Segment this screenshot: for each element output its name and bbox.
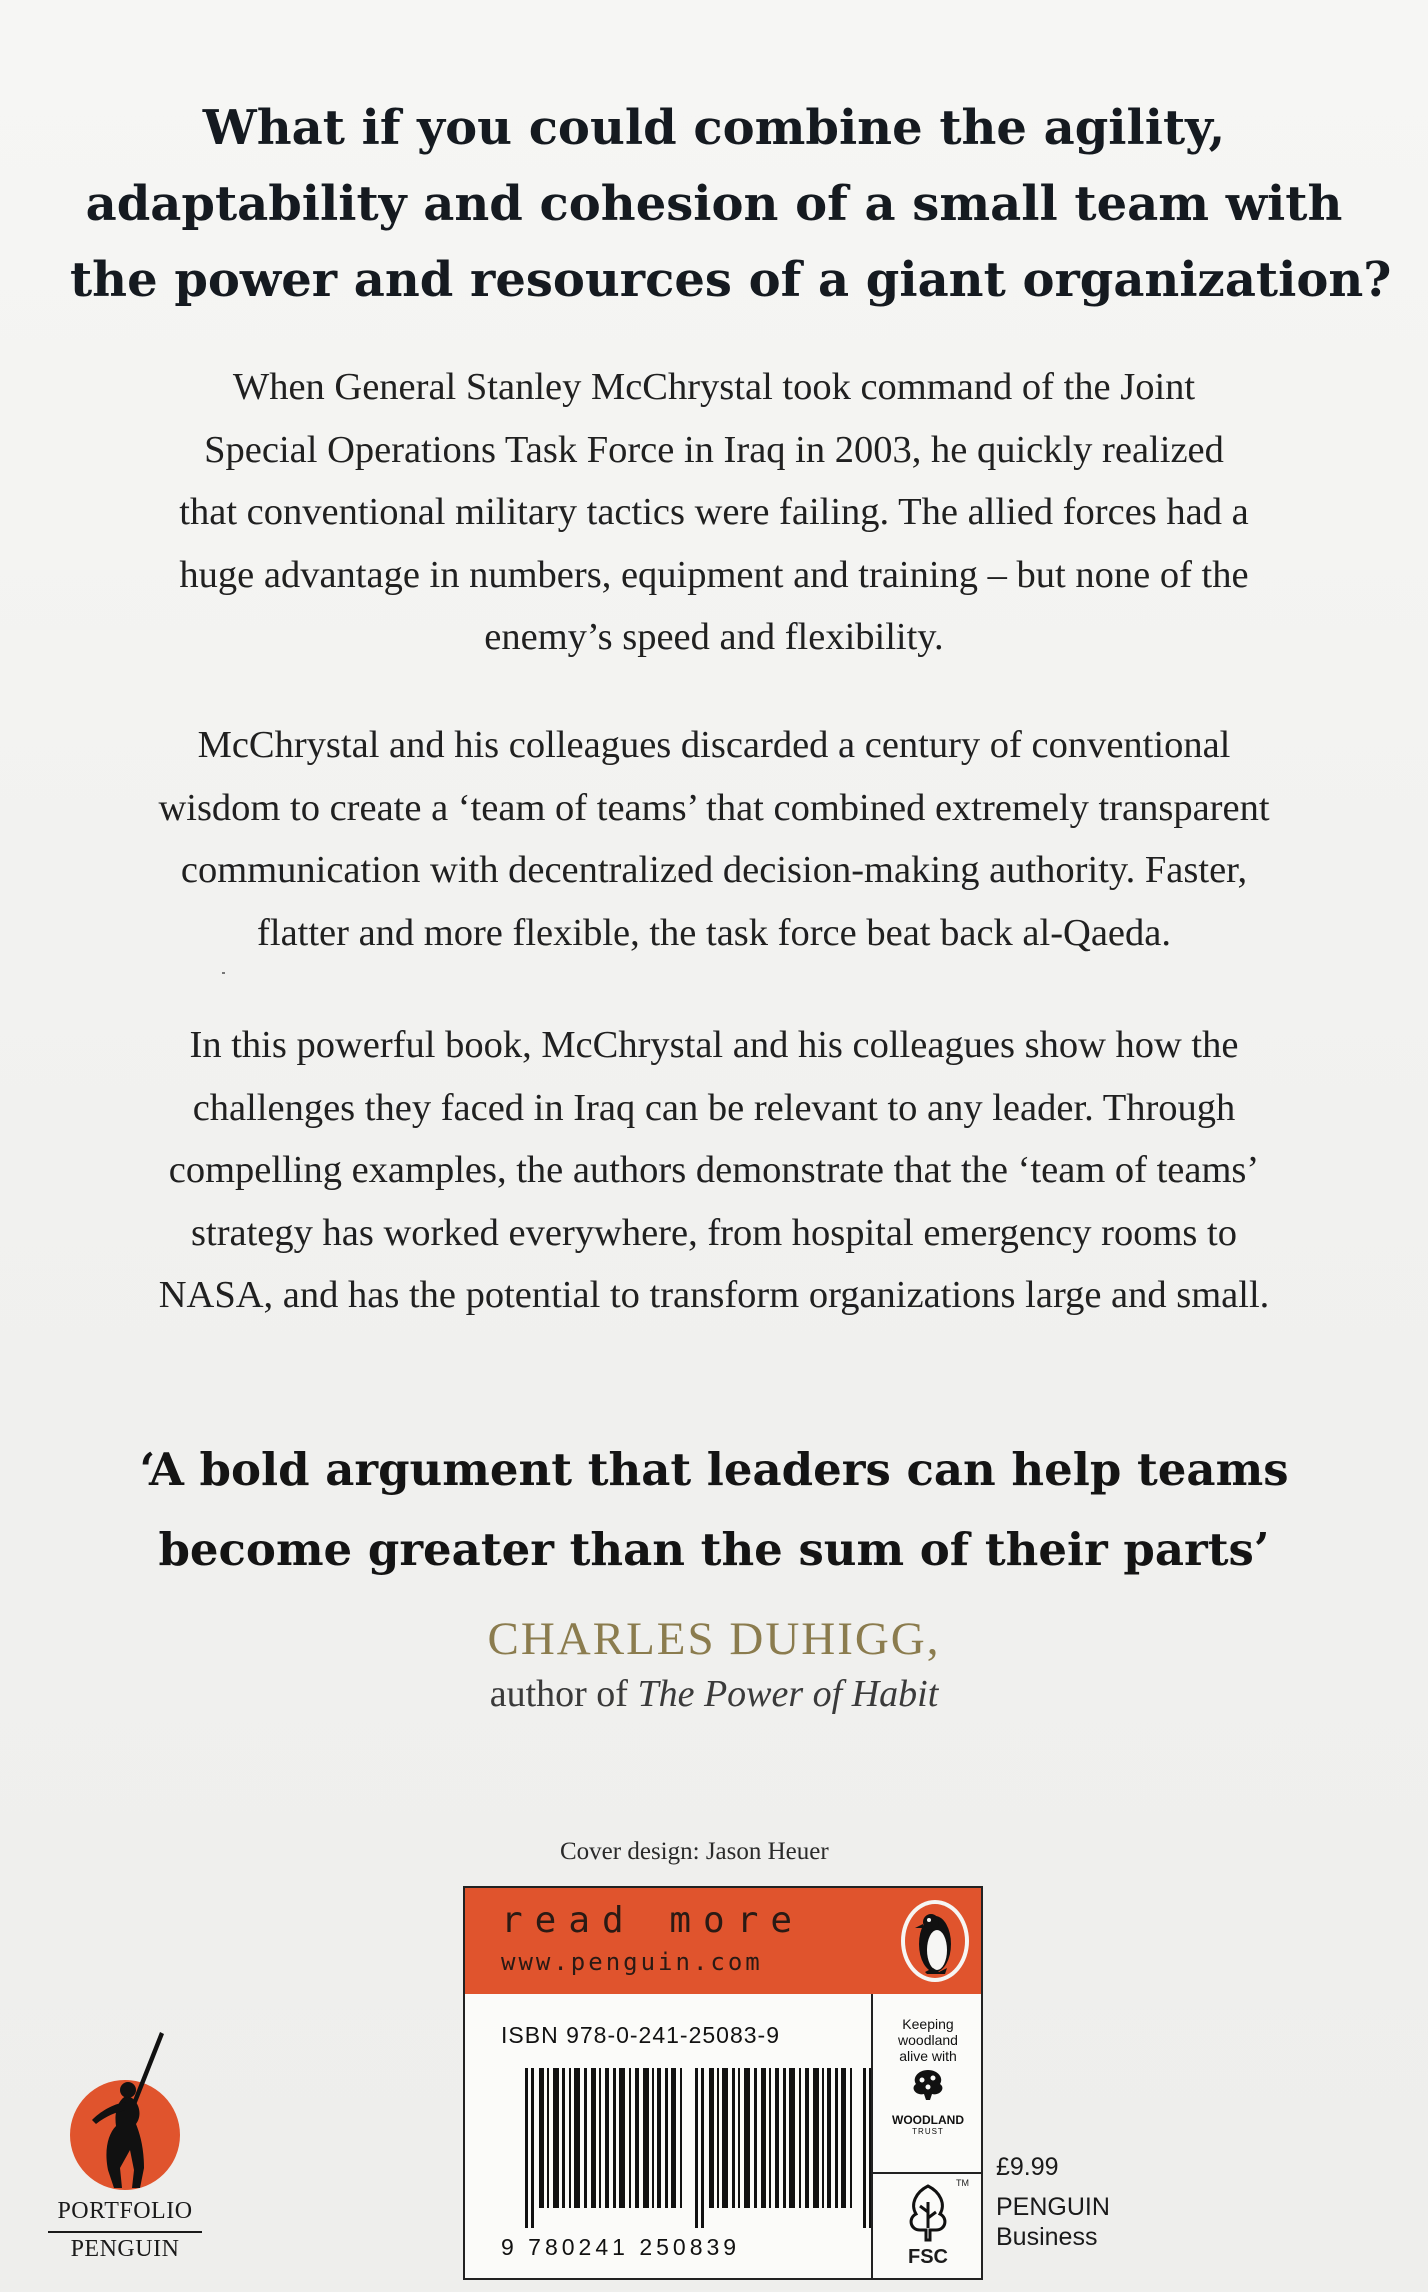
paragraph-line: communication with decentralized decision-making authority. Faster, (180, 849, 1248, 891)
logo-penguin: PENGUIN (70, 2236, 180, 2262)
headline-line: What if you could combine the agility, (202, 100, 1226, 156)
cover-credit: Cover design: Jason Heuer (560, 1838, 829, 1865)
certification-column (871, 1994, 983, 2278)
portfolio-figure-icon (60, 2030, 190, 2195)
tree-icon (908, 2068, 948, 2102)
role-prefix: author of (489, 1673, 638, 1715)
fsc-label: FSC (908, 2246, 948, 2268)
paragraph-line: that conventional military tactics were failing. The allied forces had a (179, 491, 1249, 533)
headline-line: adaptability and cohesion of a small team with (85, 176, 1343, 232)
logo-portfolio: PORTFOLIO (57, 2198, 193, 2224)
logo-divider (48, 2231, 202, 2233)
woodland-text (873, 2016, 983, 2064)
price-block (996, 2152, 1110, 2252)
fsc-badge (873, 2174, 983, 2278)
woodland-trust-badge (873, 1994, 983, 2174)
blurb-paragraph-1 (70, 356, 1358, 669)
penguin-logo-icon (899, 1898, 971, 1984)
role-book-title: The Power of Habit (637, 1673, 939, 1715)
paragraph-line: enemy’s speed and flexibility. (484, 616, 944, 658)
paragraph-line: Special Operations Task Force in Iraq in 2003, he quickly realized (204, 428, 1224, 471)
paragraph-line: In this powerful book, McChrystal and his colleagues show how the (189, 1024, 1239, 1066)
imprint: PENGUIN (996, 2193, 1110, 2221)
quote-line: ‘A bold argument that leaders can help teams (139, 1443, 1289, 1496)
barcode-panel (463, 1886, 983, 2280)
paragraph-line: flatter and more flexible, the task force beat back al-Qaeda. (257, 911, 1171, 954)
blurb-paragraph-2 (70, 714, 1358, 964)
isbn: ISBN 978-0-241-25083-9 (501, 2022, 780, 2048)
print-speck (222, 972, 225, 974)
barcode (525, 2068, 875, 2228)
paragraph-line: When General Stanley McChrystal took command of the Joint (232, 366, 1196, 408)
woodland-line: alive with (899, 2048, 957, 2064)
read-more-label: read more (501, 1900, 805, 1941)
blurb-paragraph-3 (70, 1014, 1358, 1327)
paragraph-line: strategy has worked everywhere, from hospital emergency rooms to (191, 1211, 1237, 1254)
paragraph-line: McChrystal and his colleagues discarded a century of conventional (197, 724, 1231, 766)
paragraph-line: NASA, and has the potential to transform organizations large and small. (158, 1274, 1270, 1316)
headline (70, 90, 1392, 318)
woodland-line: Keeping (902, 2016, 954, 2032)
paragraph-line: huge advantage in numbers, equipment and training – but none of the (179, 553, 1249, 596)
trademark: TM (956, 2178, 969, 2188)
woodland-line: woodland (898, 2032, 958, 2048)
portfolio-penguin-logo (40, 2030, 210, 2270)
penguin-url: www.penguin.com (501, 1948, 763, 1976)
quote-author-role (0, 1672, 1428, 1716)
imprint-sub: Business (996, 2223, 1098, 2251)
woodland-org: WOODLAND (892, 2113, 964, 2127)
woodland-trust: TRUST (912, 2127, 944, 2136)
fsc-tree-icon (900, 2182, 956, 2244)
endorsement-quote (70, 1430, 1358, 1590)
price: £9.99 (996, 2153, 1059, 2181)
headline-line: the power and resources of a giant organization? (70, 252, 1392, 308)
barcode-digits: 9 780241 250839 (501, 2234, 741, 2260)
paragraph-line: compelling examples, the authors demonstrate that the ‘team of teams’ (168, 1149, 1260, 1191)
paragraph-line: challenges they faced in Iraq can be relevant to any leader. Through (192, 1086, 1236, 1129)
quote-author: CHARLES DUHIGG, (487, 1613, 941, 1665)
paragraph-line: wisdom to create a ‘team of teams’ that combined extremely transparent (158, 786, 1270, 829)
read-more-banner (465, 1888, 981, 1994)
quote-line: become greater than the sum of their parts’ (158, 1523, 1270, 1576)
